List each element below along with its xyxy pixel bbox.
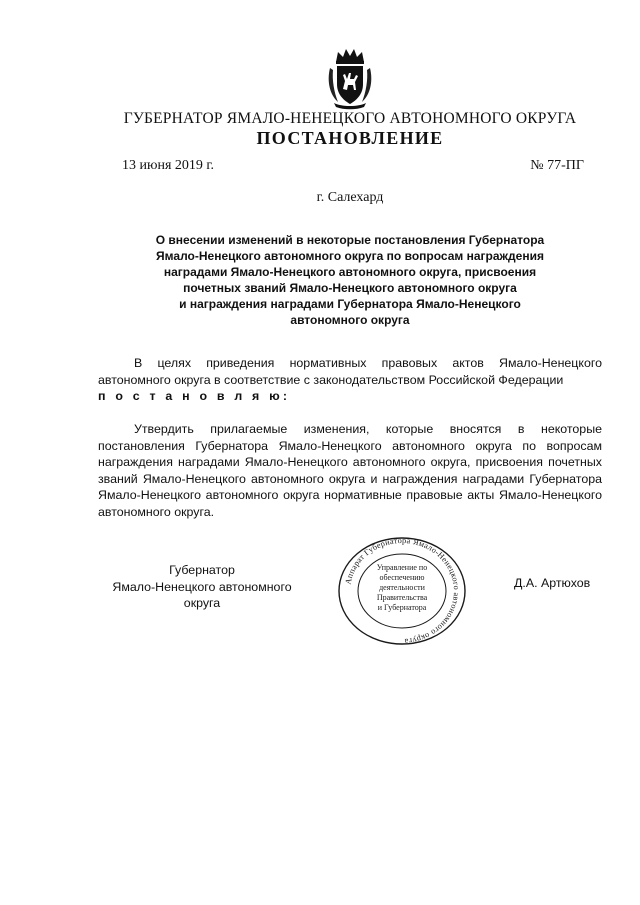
- preamble-paragraph: [98, 355, 602, 405]
- stamp-inner-line: обеспечению: [379, 573, 425, 582]
- resolution-paragraph: Утвердить прилагаемые изменения, которые вносятся в некоторые постановления Губернатора Ямало-Ненецкого автономного округа по вопросам награждения наградами Ямало-Ненецкого автономного округа, присвоения почетных званий Ямало-Ненецкого автономного округа и награждения наградами Губернатора Ямало-Ненецкого автономного округа нормативные правовые акты Ямало-Ненецкого автономного округа.: [98, 422, 602, 519]
- official-stamp: [336, 536, 468, 646]
- document-date: 13 июня 2019 г.: [122, 158, 215, 173]
- document-city: г. Салехард: [316, 190, 384, 205]
- stamp-outer-text: Аппарат Губернатора Ямало-Ненецкого автономного округа: [343, 536, 462, 646]
- heading-line: Ямало-Ненецкого автономного округа по вопросам награждения: [156, 249, 544, 263]
- document-number: № 77-ПГ: [530, 158, 584, 173]
- signatory-title-line: Ямало-Ненецкого автономного округа: [112, 579, 292, 610]
- preamble-text: В целях приведения нормативных правовых актов Ямало-Ненецкого автономного округа в соответствие с законодательством Российской Федерации: [98, 356, 602, 387]
- heading-line: О внесении изменений в некоторые постановления Губернатора: [155, 233, 545, 247]
- document-heading: [100, 232, 600, 328]
- signatory-title: [98, 562, 306, 612]
- coat-of-arms-icon: [326, 46, 374, 110]
- stamp-inner-line: и Губернатора: [377, 603, 427, 612]
- stamp-inner-line: Правительства: [376, 593, 428, 602]
- signatory-title-line: Губернатор: [169, 563, 235, 577]
- heading-line: автономного округа: [290, 313, 410, 327]
- issuing-authority: ГУБЕРНАТОР ЯМАЛО-НЕНЕЦКОГО АВТОНОМНОГО ОКРУГА: [123, 110, 577, 127]
- stamp-inner-line: Управление по: [376, 563, 428, 572]
- resolve-word: п о с т а н о в л я ю:: [98, 389, 291, 403]
- heading-line: почетных званий Ямало-Ненецкого автономного округа: [183, 281, 517, 295]
- stamp-inner-line: деятельности: [379, 583, 425, 592]
- heading-line: наградами Ямало-Ненецкого автономного округа, присвоения: [163, 265, 537, 279]
- heading-line: и награждения наградами Губернатора Ямало-Ненецкого: [179, 297, 521, 311]
- signatory-name: Д.А. Артюхов: [514, 576, 591, 590]
- document-type-title: ПОСТАНОВЛЕНИЕ: [256, 128, 444, 148]
